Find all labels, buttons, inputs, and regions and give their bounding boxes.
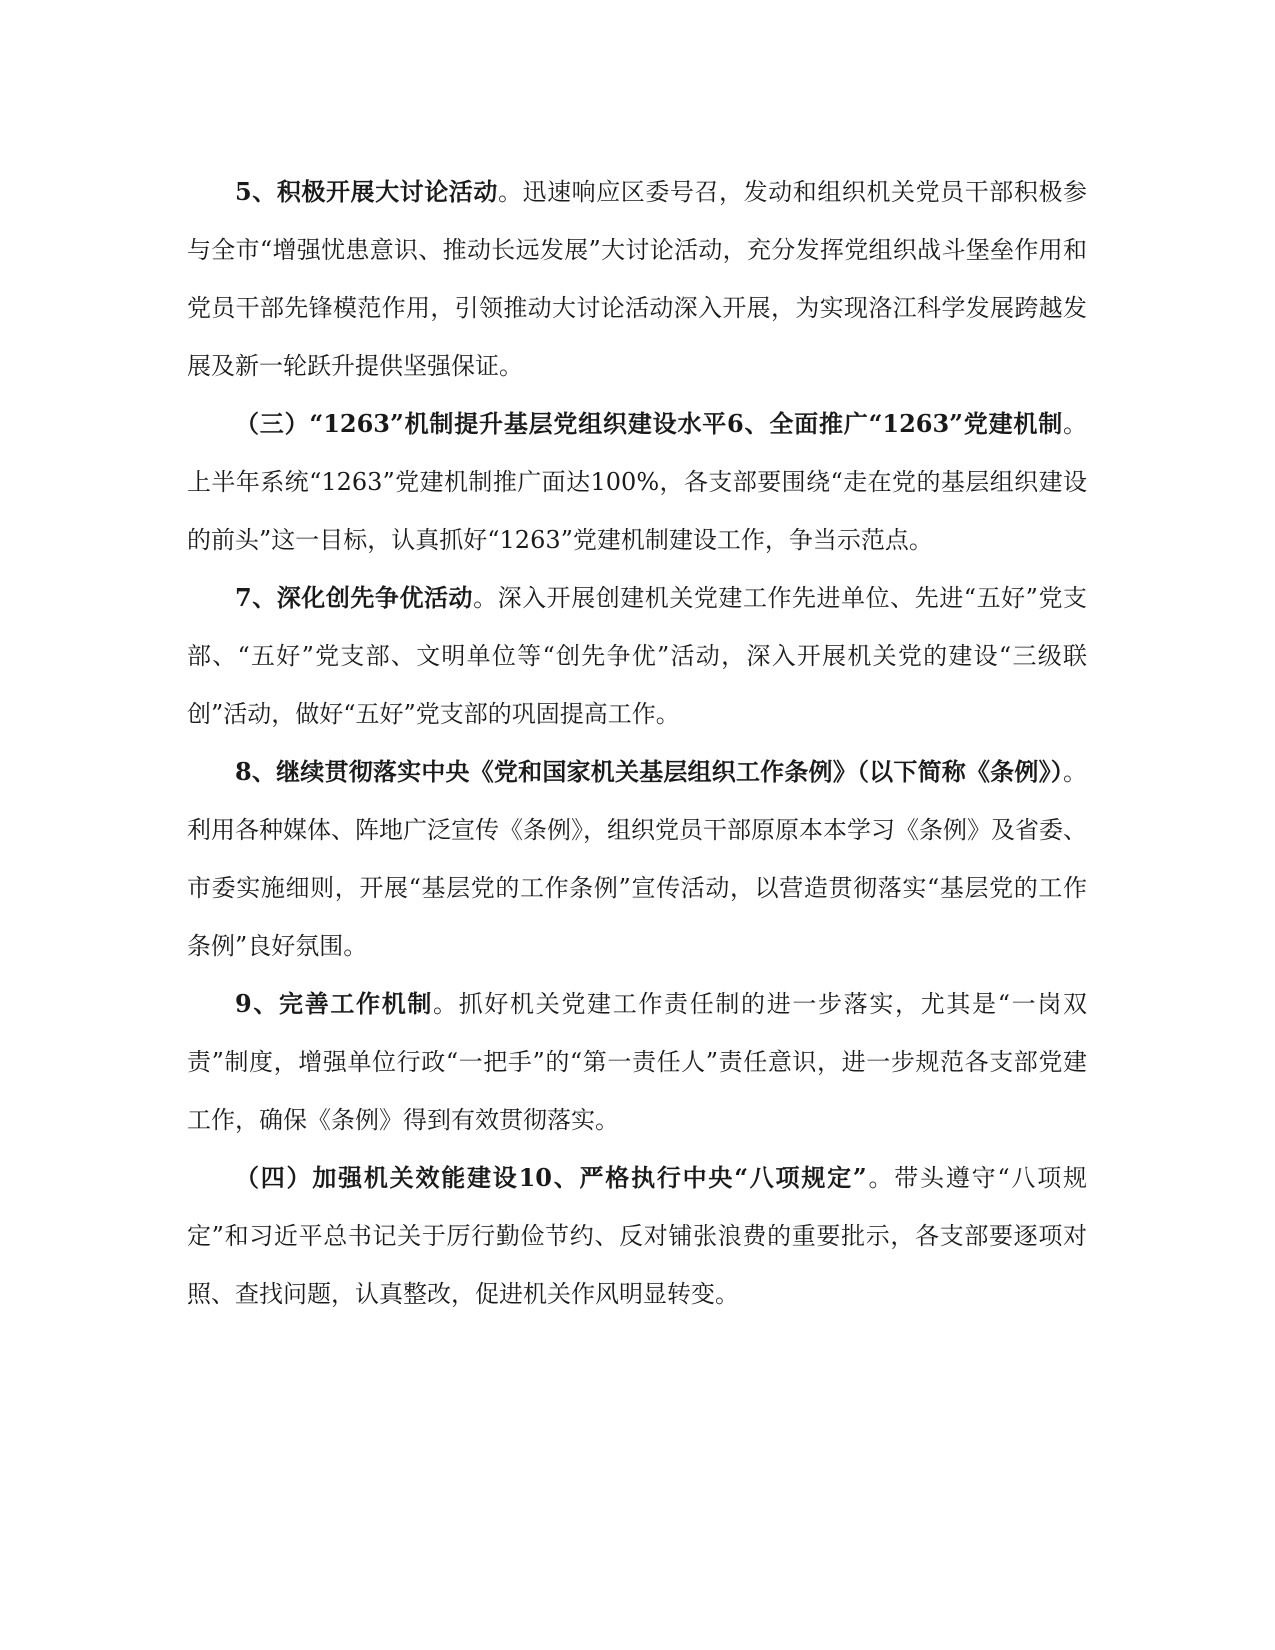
paragraph-text: 。上半年系统“1263”党建机制推广面达100%，各支部要围绕“走在党的基层组织建设的前头”这一目标，认真抓好“1263”党建机制建设工作，争当示范点。 <box>187 410 1087 554</box>
paragraph-heading: 9、完善工作机制 <box>235 989 434 1018</box>
paragraph-item-7 <box>187 569 1087 743</box>
paragraph-heading: 5、积极开展大讨论活动 <box>235 177 498 206</box>
paragraph-text: 。带头遵守“八项规定”和习近平总书记关于厉行勤俭节约、反对铺张浪费的重要批示，各支部要逐项对照、查找问题，认真整改，促进机关作风明显转变。 <box>187 1164 1087 1308</box>
paragraph-item-8 <box>187 743 1087 975</box>
paragraph-item-9 <box>187 975 1087 1149</box>
paragraph-item-5 <box>187 163 1087 395</box>
paragraph-text: 。利用各种媒体、阵地广泛宣传《条例》，组织党员干部原原本本学习《条例》及省委、市委实施细则，开展“基层党的工作条例”宣传活动，以营造贯彻落实“基层党的工作条例”良好氛围。 <box>187 758 1087 960</box>
paragraph-item-10 <box>187 1149 1087 1323</box>
paragraph-heading: （三）“1263”机制提升基层党组织建设水平6、全面推广“1263”党建机制 <box>235 409 1063 438</box>
document-page <box>187 163 1087 1323</box>
paragraph-item-6 <box>187 395 1087 569</box>
paragraph-text: 。抓好机关党建工作责任制的进一步落实，尤其是“一岗双责”制度，增强单位行政“一把手”的“第一责任人”责任意识，进一步规范各支部党建工作，确保《条例》得到有效贯彻落实。 <box>187 990 1087 1134</box>
paragraph-text: 。迅速响应区委号召，发动和组织机关党员干部积极参与全市“增强忧患意识、推动长远发展”大讨论活动，充分发挥党组织战斗堡垒作用和党员干部先锋模范作用，引领推动大讨论活动深入开展，为实现洛江科学发展跨越发展及新一轮跃升提供坚强保证。 <box>187 178 1088 380</box>
paragraph-heading: （四）加强机关效能建设10、严格执行中央“八项规定” <box>235 1163 867 1192</box>
paragraph-heading: 8、继续贯彻落实中央《党和国家机关基层组织工作条例》（以下简称《条例》） <box>235 757 1063 786</box>
paragraph-text: 。深入开展创建机关党建工作先进单位、先进“五好”党支部、“五好”党支部、文明单位等“创先争优”活动，深入开展机关党的建设“三级联创”活动，做好“五好”党支部的巩固提高工作。 <box>187 584 1087 728</box>
paragraph-heading: 7、深化创先争优活动 <box>235 583 474 612</box>
